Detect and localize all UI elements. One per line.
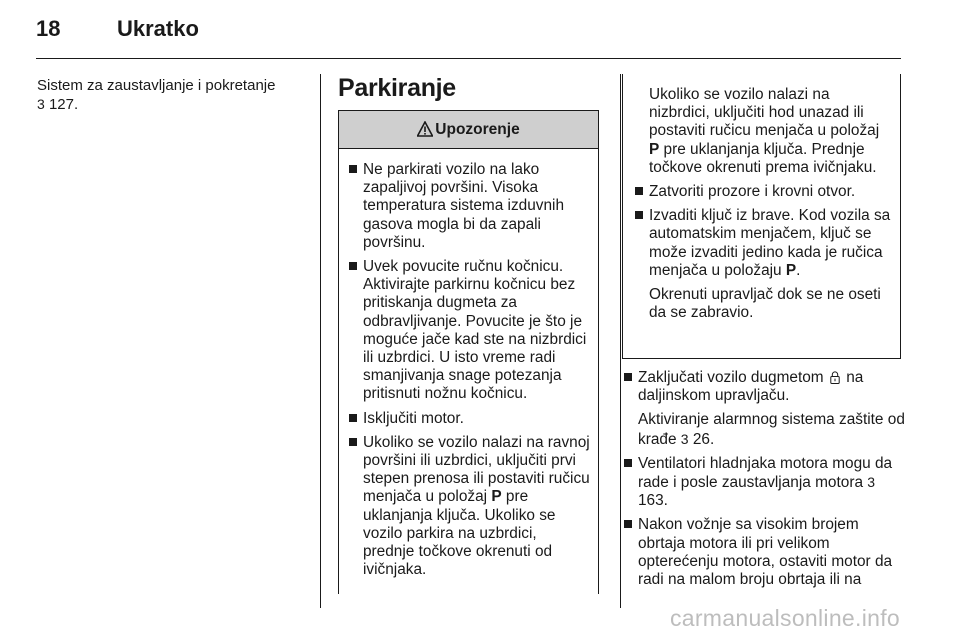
warning-item bbox=[349, 258, 590, 404]
bullet-square-icon bbox=[624, 369, 638, 377]
list-sub-text: Aktiviranje alarmnog sistema zaštite od krađe bbox=[638, 411, 905, 448]
page-ref-number: 127. bbox=[48, 96, 79, 113]
continued-text-part: pre uklanjanja ključa. Prednje točkove okrenuti prema ivičnjaku. bbox=[649, 140, 877, 176]
chapter-title: Ukratko bbox=[117, 16, 199, 41]
gear-position-p: P bbox=[649, 140, 660, 158]
continued-item bbox=[635, 207, 892, 280]
page-ref-number: 163. bbox=[638, 492, 668, 510]
continued-item bbox=[635, 183, 892, 201]
warning-box bbox=[338, 110, 599, 594]
warning-box-continued-body bbox=[623, 74, 900, 322]
warning-item-text: Ne parkirati vozilo na lako zapaljivoj površini. Visoka temperatura sistema izduvnih gasova mogla bi da zapali površinu. bbox=[363, 161, 565, 251]
bullet-square-icon bbox=[624, 455, 638, 463]
bullet-square-icon bbox=[349, 434, 363, 442]
column-divider-right bbox=[620, 74, 621, 608]
bullet-square-icon bbox=[349, 410, 363, 418]
left-column-text bbox=[37, 77, 307, 95]
warning-item bbox=[349, 161, 590, 252]
page-number: 18 bbox=[36, 16, 61, 41]
page-ref-arrow-icon: 3 bbox=[37, 96, 45, 112]
continued-text-part: Izvaditi ključ iz brave. Kod vozila sa automatskim menjačem, ključ se može izvaditi jedino kada je ručica menjača u položaju bbox=[649, 207, 891, 279]
warning-item-text bbox=[363, 434, 590, 580]
bullet-square-icon bbox=[624, 516, 638, 524]
warning-item-text: Isključiti motor. bbox=[363, 409, 464, 427]
warning-header bbox=[339, 111, 598, 149]
start-stop-text: Sistem za zaustavljanje i pokretanje bbox=[37, 77, 276, 94]
page-ref-arrow-icon: 3 bbox=[867, 474, 876, 491]
lock-icon bbox=[830, 371, 840, 384]
header-rule bbox=[36, 58, 901, 59]
watermark: carmanualsonline.info bbox=[669, 605, 900, 631]
bullet-square-icon bbox=[635, 183, 649, 191]
list-sub-paragraph bbox=[638, 411, 906, 448]
page-ref-arrow-icon: 3 bbox=[680, 430, 689, 447]
left-column bbox=[37, 77, 307, 114]
list-item bbox=[624, 369, 906, 405]
list-item-text-part: na daljinskom upravljaču. bbox=[638, 369, 864, 405]
list-item-text bbox=[638, 455, 906, 511]
warning-box-continued bbox=[622, 74, 901, 359]
page-ref-number: 26. bbox=[692, 430, 715, 448]
continued-item-text: Zatvoriti prozore i krovni otvor. bbox=[649, 183, 856, 201]
warning-triangle-icon bbox=[417, 121, 433, 137]
gear-position-p: P bbox=[491, 488, 502, 506]
continued-text-part: Ukoliko se vozilo nalazi na nizbrdici, uključiti hod unazad ili postaviti ručicu menjača u položaj bbox=[649, 86, 880, 140]
list-item-text-part: Ventilatori hladnjaka motora mogu da rade i posle zaustavljanja motora bbox=[638, 454, 893, 492]
warning-label: Upozorenje bbox=[435, 120, 520, 138]
list-item bbox=[624, 455, 906, 511]
warning-item-text: Uvek povucite ručnu kočnicu. Aktivirajte parkirnu kočnicu bez pritiskanja dugmeta za odbravljivanje. Povucite je što je moguće jače kad ste na nizbrdici ili uzbrdici. U isto vreme radi smanjivanja snage potezanja pritisnuti nožnu kočnicu. bbox=[363, 258, 587, 403]
continued-item-text bbox=[649, 207, 892, 280]
continued-sub-paragraph: Okrenuti upravljač dok se ne oseti da se zabravio. bbox=[649, 286, 881, 322]
warning-body bbox=[339, 149, 598, 579]
right-column bbox=[624, 369, 906, 595]
warning-item bbox=[349, 410, 590, 428]
page-reference bbox=[37, 95, 307, 114]
warning-item-text-part: Ukoliko se vozilo nalazi na ravnoj površini ili uzbrdici, uključiti prvi stepen prenosa ili postaviti ručicu menjača u položaj bbox=[363, 433, 590, 506]
warning-item bbox=[349, 434, 590, 580]
warning-item-text-part: pre uklanjanja ključa. Ukoliko se vozilo parkira na uzbrdici, prednje točkove okrenuti od ivičnjaka. bbox=[363, 488, 556, 579]
continued-text-part: . bbox=[796, 261, 801, 279]
section-title: Parkiranje bbox=[338, 74, 456, 102]
bullet-square-icon bbox=[635, 207, 649, 215]
list-item-text bbox=[638, 369, 906, 405]
bullet-square-icon bbox=[349, 161, 363, 169]
list-item bbox=[624, 516, 906, 589]
continued-paragraph bbox=[649, 86, 892, 177]
column-divider-left bbox=[320, 74, 321, 608]
list-item-text-part: Zaključati vozilo dugmetom bbox=[638, 369, 824, 386]
list-item-text: Nakon vožnje sa visokim brojem obrtaja motora ili pri velikom opterećenju motora, ostaviti motor da radi na malom broju obrtaja ili na bbox=[638, 516, 893, 589]
bullet-square-icon bbox=[349, 258, 363, 266]
gear-position-p: P bbox=[785, 261, 797, 279]
